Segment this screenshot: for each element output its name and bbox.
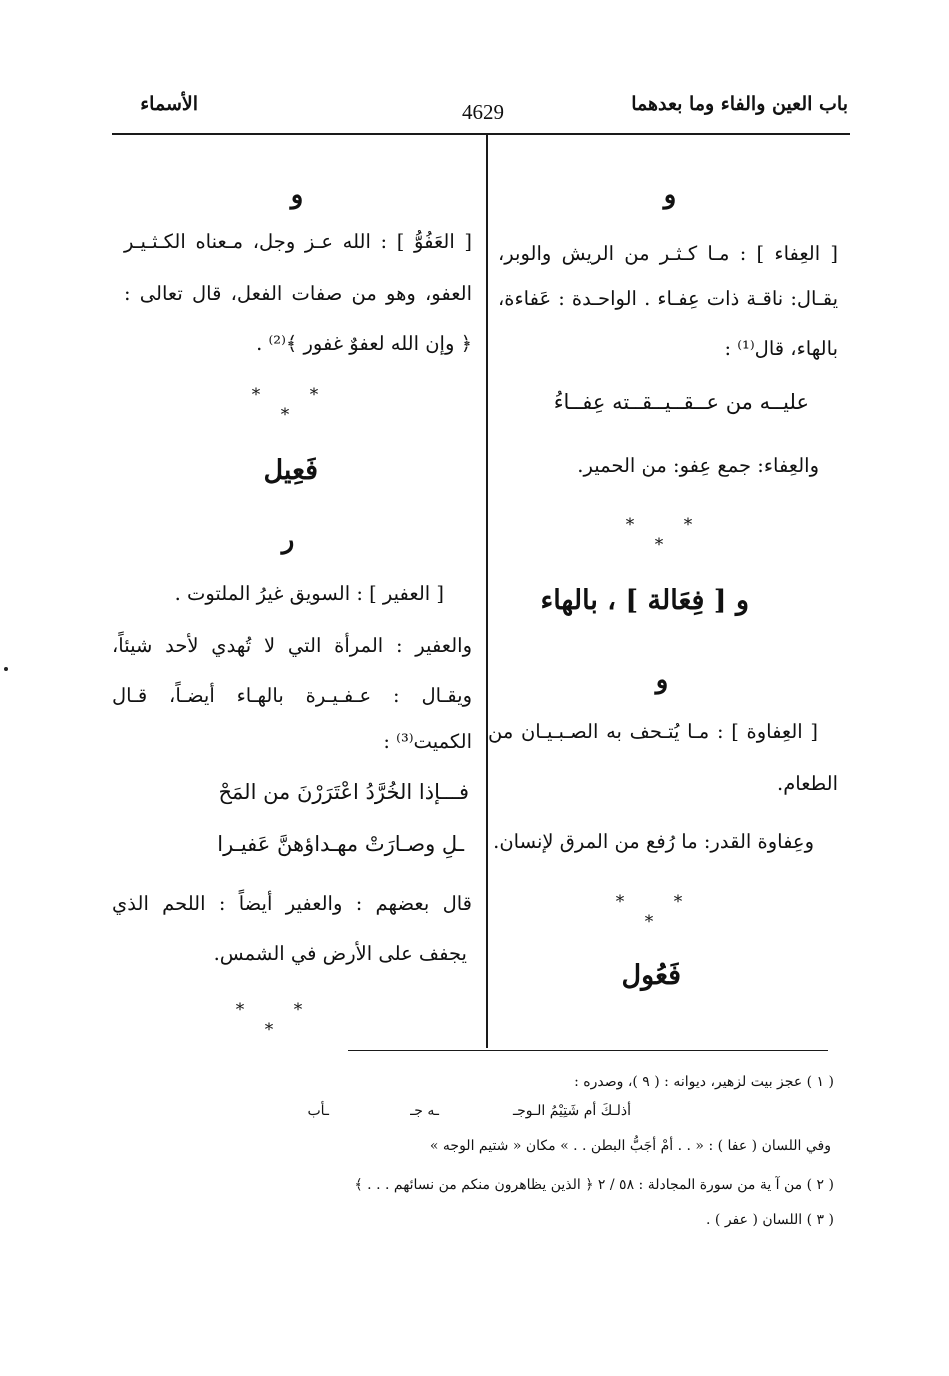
entry-line: قال بعضهم : والعفير أيضاً : اللحم الذي [112, 892, 472, 915]
section-title: فَعُول [621, 960, 681, 991]
entry-line: والعفير : المرأة التي لا تُهدي لأحد شيئاً، [112, 634, 472, 657]
entry-line: [ العِفاوة ] : مـا يُتـحف به الصـبـيـان من [488, 720, 818, 743]
section-title: فَعِيل [263, 455, 318, 486]
entry-line: العفو، وهو من صفات الفعل، قال تعالى : [124, 282, 472, 305]
footnote-rule [348, 1050, 828, 1051]
entry-line: وعِفاوة القدر: ما رُفع من المرق لإنسان. [493, 830, 814, 853]
entry-line: الكميت⁽³⁾ : [383, 730, 472, 753]
entry-line: والعِفاء: جمع عِفو: من الحمير. [577, 454, 819, 477]
margin-mark [4, 667, 8, 671]
entry-line: [ العِفاء ] : مـا كـثـر من الريش والوبر، [498, 242, 838, 265]
header-rule [112, 133, 850, 135]
entry-line: ويقـال : عـفـيـرة بالهـاء أيضـاً، قـال [112, 684, 472, 707]
running-header-left: الأسماء [140, 93, 198, 115]
footnote-1-verse-part: ـأب [307, 1103, 329, 1119]
entry-line: ﴿ وإن الله لعفوٌ غفور ﴾⁽²⁾ . [256, 332, 472, 355]
entry-line: يقـال: ناقـة ذات عِفـاء . الواحـدة : عَفاءة، [498, 287, 838, 310]
footnote-1-verse-part: ـه جـ [410, 1103, 439, 1119]
running-header-right: باب العين والفاء وما بعدهما [631, 93, 848, 115]
footnote-1: ( ١ ) عجز بيت لزهير، ديوانه : ( ٩ )، وصدره : [574, 1074, 834, 1090]
entry-line: الطعام. [777, 772, 838, 795]
page-number: 4629 [462, 100, 504, 124]
section-separator: * * * [625, 515, 715, 555]
section-separator: * * * [251, 385, 341, 425]
entry-line: [ العَفُوُّ ] : الله عـز وجل، مـعناه الكـثـيـر [124, 230, 472, 253]
verse-line: فـــإذا الخُرَّدُ اعْتَرَرْنَ من المَحْ [218, 780, 469, 804]
section-separator: * * * [235, 1000, 325, 1040]
verse-line: عليــه من عــقــيــقــته عِفــاءُ [553, 390, 809, 414]
column-divider [486, 133, 488, 1048]
section-letter: ر [281, 525, 295, 555]
section-letter: و [663, 180, 677, 210]
verse-line: ـلِ وصـارَتْ مهـداؤهنَّ عَفيـرا [217, 832, 464, 856]
footnote-2: ( ٢ ) من آ ية من سورة المجادلة : ٥٨ / ٢ ﴿ الذين يظاهرون منكم من نسائهم . . . ﴾ [354, 1177, 834, 1193]
footnote-1-note: وفي اللسان ( عفا ) : « . . أمْ أجَبُّ البطن . . » مكان « شتيم الوجه » [429, 1138, 831, 1154]
section-separator: * * * [615, 892, 705, 932]
entry-line: [ العفير ] : السويق غيرُ الملتوت . [174, 582, 444, 605]
footnote-1-verse-part: أذلـكَ أم شَتِيْمُ الـوجـ [513, 1103, 631, 1119]
footnote-3: ( ٣ ) اللسان ( عفر ) . [706, 1212, 834, 1228]
section-letter: و [290, 180, 304, 210]
section-letter: و [655, 665, 669, 695]
section-title: و [ فِعَالة ] ، بالهاء [540, 585, 749, 616]
entry-line: يجفف على الأرض في الشمس. [213, 942, 467, 965]
entry-line: بالهاء، قال⁽¹⁾ : [724, 337, 838, 360]
